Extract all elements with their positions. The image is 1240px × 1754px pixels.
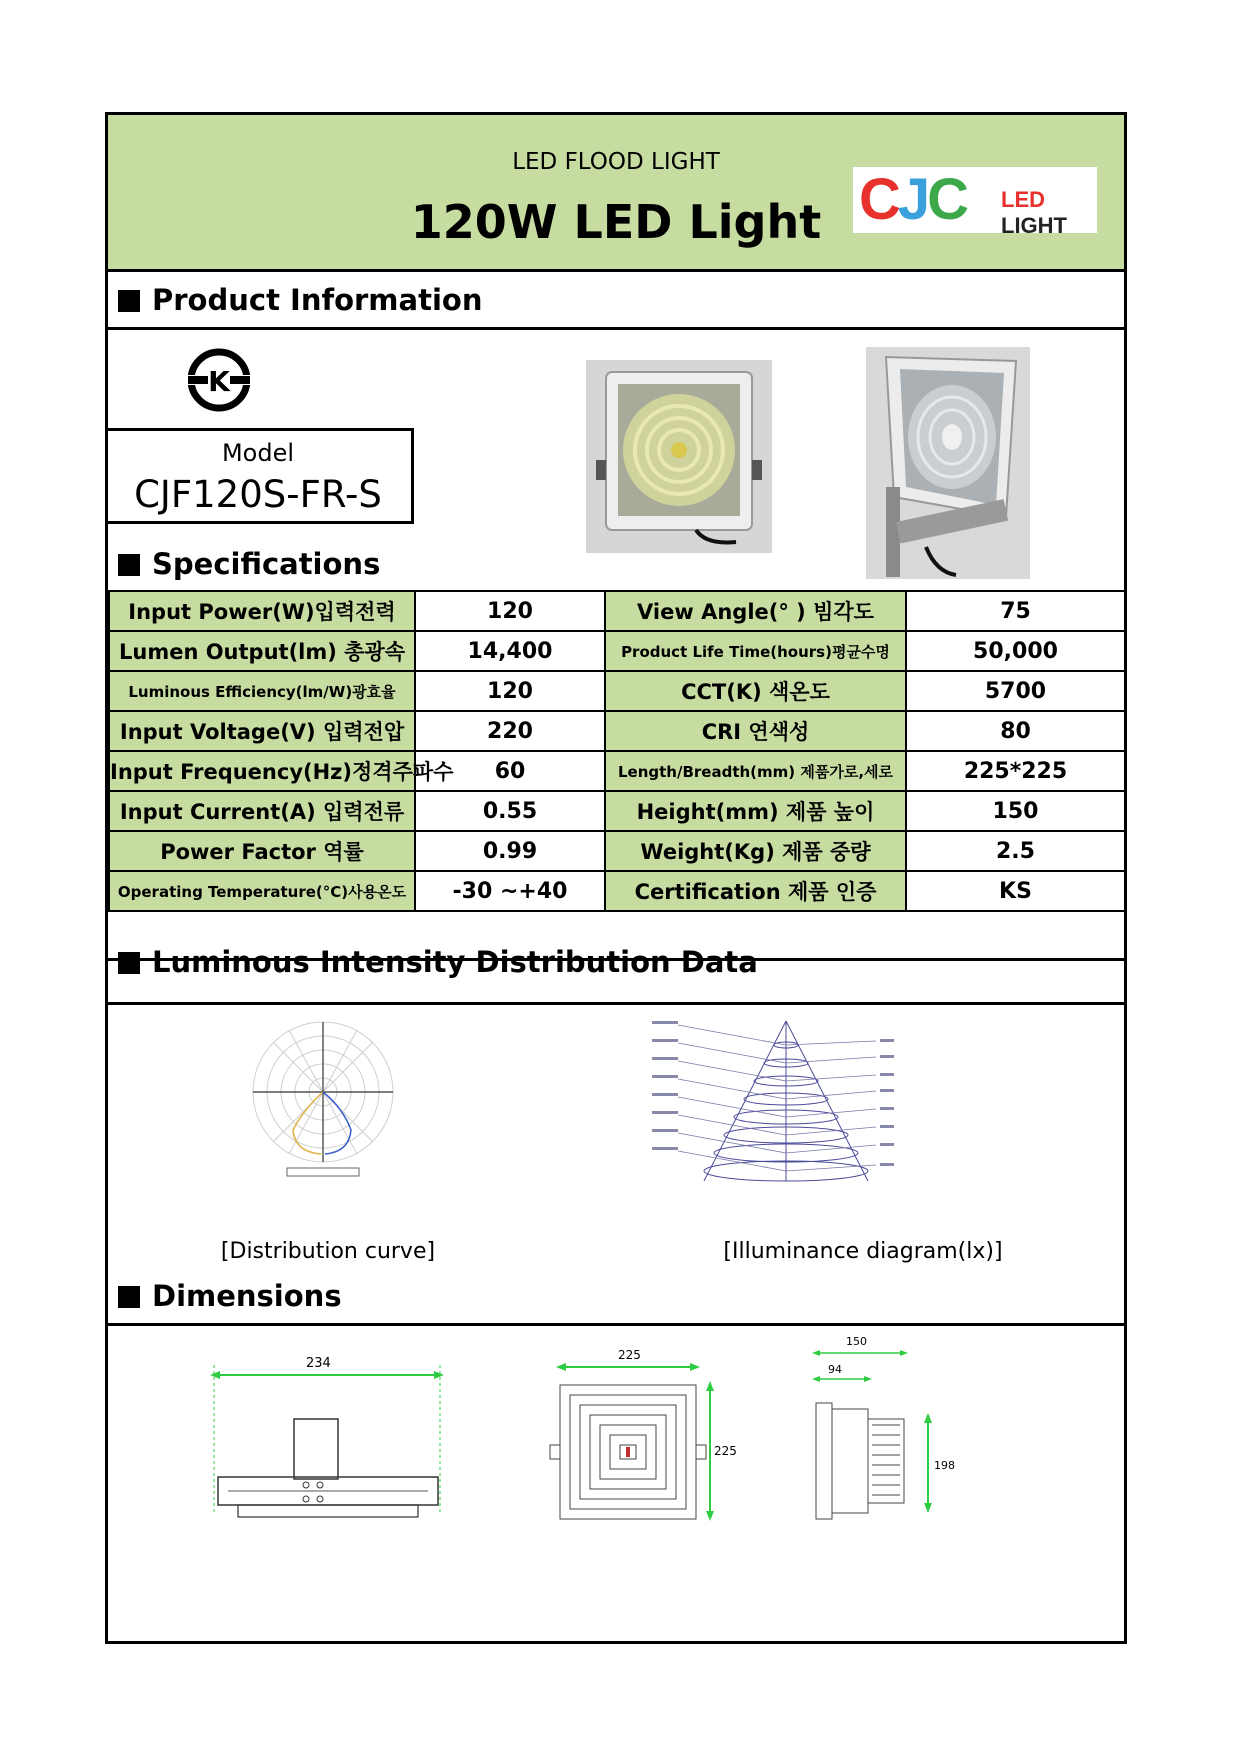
spec-sheet (105, 112, 1127, 1644)
specifications-heading: Specifications (108, 547, 1124, 581)
spec-value: 0.99 (415, 831, 605, 871)
spec-row (109, 631, 1125, 671)
distribution-curve-plot (233, 1020, 413, 1180)
specifications-table (108, 590, 1126, 912)
spec-label: Product Life Time(hours)평균수명 (605, 631, 906, 671)
spec-row (109, 871, 1125, 911)
spec-value: 150 (906, 791, 1125, 831)
spec-row (109, 711, 1125, 751)
spec-label: Operating Temperature(°C)사용온도 (109, 871, 415, 911)
dimension-drawing-profile (798, 1333, 978, 1533)
header-subtitle: LED FLOOD LIGHT (512, 149, 720, 175)
spec-value: 120 (415, 671, 605, 711)
spec-label: Input Power(W)입력전력 (109, 591, 415, 631)
spec-label: Weight(Kg) 제품 중량 (605, 831, 906, 871)
dimensions-heading: Dimensions (108, 1279, 1124, 1313)
ks-mark-icon (186, 347, 252, 413)
model-label: Model (221, 439, 295, 467)
spec-value: 0.55 (415, 791, 605, 831)
spec-label: View Angle(° ) 빔각도 (605, 591, 906, 631)
spec-label: Luminous Efficiency(lm/W)광효율 (109, 671, 415, 711)
spec-value: 120 (415, 591, 605, 631)
spec-value: 80 (906, 711, 1125, 751)
product-information-heading: Product Information (108, 283, 1124, 317)
spec-value: KS (906, 871, 1125, 911)
product-photo-angled (866, 347, 1030, 579)
spec-row (109, 671, 1125, 711)
dimension-drawing-side (208, 1345, 448, 1535)
luminous-heading: Luminous Intensity Distribution Data (108, 945, 1124, 979)
spec-label: CCT(K) 색온도 (605, 671, 906, 711)
dimension-drawing-front (548, 1345, 748, 1535)
dim-width-side: 234 (306, 1356, 331, 1371)
spec-label: Length/Breadth(mm) 제품가로,세로 (605, 751, 906, 791)
dim-width-front: 225 (618, 1348, 641, 1362)
header-title: 120W LED Light (410, 195, 822, 249)
spec-label: Certification 제품 인증 (605, 871, 906, 911)
illuminance-diagram (648, 1015, 906, 1191)
spec-value: 60 (415, 751, 605, 791)
spec-label: Input Current(A) 입력전류 (109, 791, 415, 831)
spec-label: Input Frequency(Hz)정격주파수 (109, 751, 415, 791)
spec-row (109, 831, 1125, 871)
illuminance-diagram-caption: [Illuminance diagram(lx)] (723, 1239, 1003, 1264)
spec-value: -30 ~+40 (415, 871, 605, 911)
brand-logo (853, 167, 1097, 238)
dim-height-side: 198 (934, 1459, 955, 1472)
spec-row (109, 591, 1125, 631)
logo-tagline: LED LIGHT (1001, 187, 1067, 238)
product-photo-front (586, 360, 772, 553)
spec-value: 14,400 (415, 631, 605, 671)
model-name: CJF120S-FR-S (134, 473, 382, 516)
divider (108, 1323, 1124, 1326)
spec-value: 220 (415, 711, 605, 751)
spec-value: 2.5 (906, 831, 1125, 871)
logo-letters: CJC (859, 167, 967, 232)
divider (108, 327, 1124, 330)
spec-label: Lumen Output(lm) 총광속 (109, 631, 415, 671)
divider (108, 1002, 1124, 1005)
model-box (108, 428, 414, 524)
spec-label: Input Voltage(V) 입력전압 (109, 711, 415, 751)
header-banner (108, 115, 1124, 272)
spec-value: 50,000 (906, 631, 1125, 671)
distribution-curve-caption: [Distribution curve] (220, 1239, 436, 1264)
spec-row (109, 751, 1125, 791)
spec-value: 75 (906, 591, 1125, 631)
dim-height-front: 225 (714, 1444, 737, 1458)
spec-row (109, 791, 1125, 831)
dim-depth-body: 94 (828, 1363, 842, 1376)
spec-label: Power Factor 역률 (109, 831, 415, 871)
spec-label: CRI 연색성 (605, 711, 906, 751)
svg-text:K: K (208, 365, 230, 398)
spec-value: 225*225 (906, 751, 1125, 791)
dim-depth-total: 150 (846, 1335, 867, 1348)
spec-value: 5700 (906, 671, 1125, 711)
spec-label: Height(mm) 제품 높이 (605, 791, 906, 831)
